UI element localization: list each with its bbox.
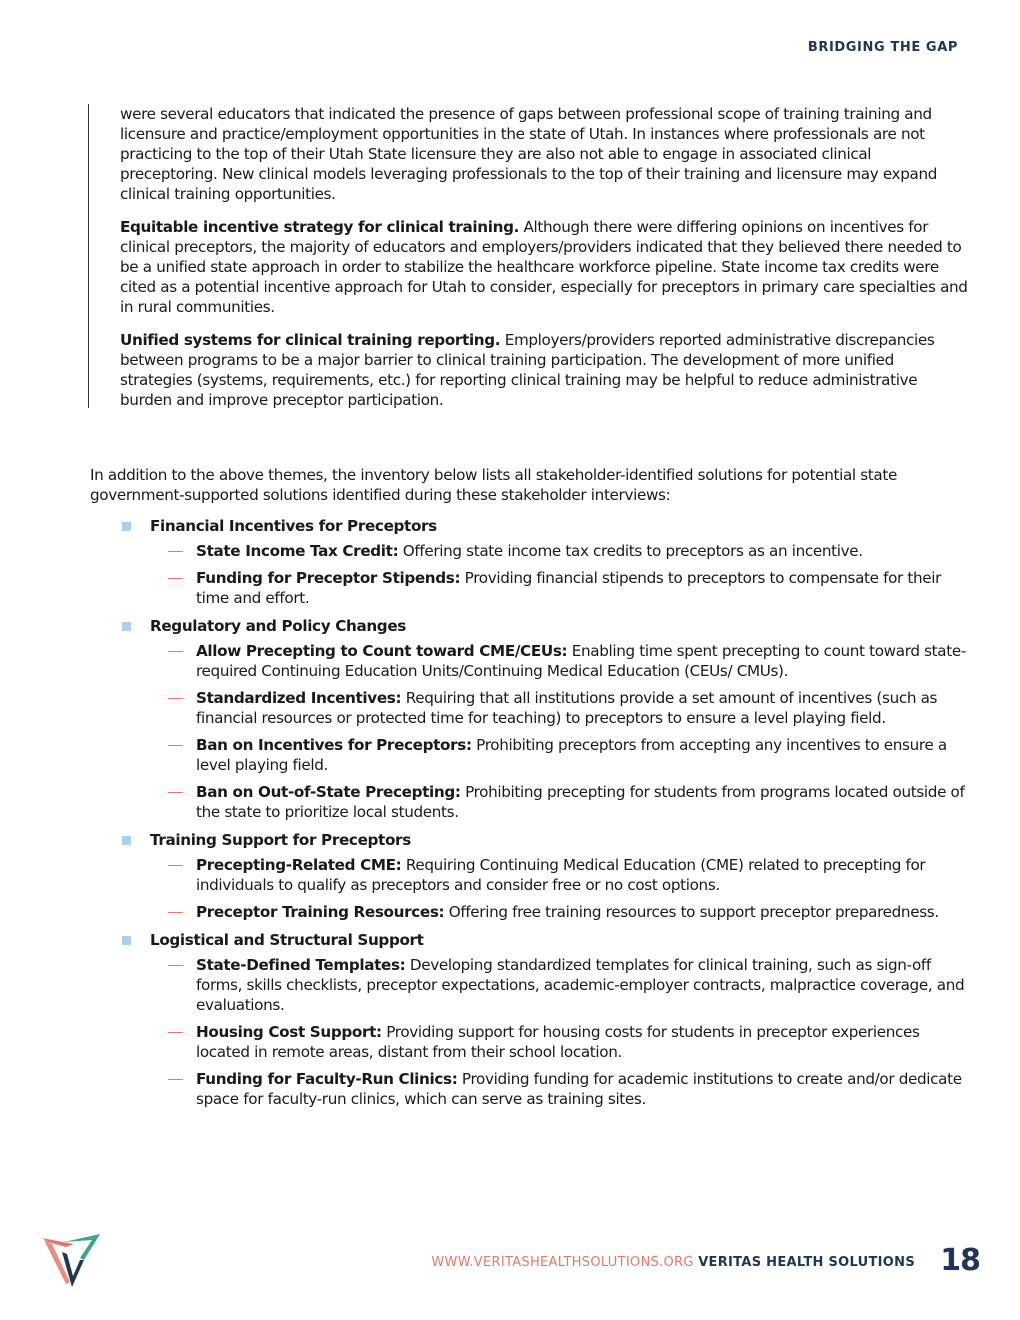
footer-org-name: VERITAS HEALTH SOLUTIONS xyxy=(698,1255,915,1270)
category-regulatory: Regulatory and Policy Changes Allow Precepting to Count toward CME/CEUs: Enabling time spent precepting to count toward state-required Continuing Education Units/Continuing Medical Education (CEUs/ CMUs). Standardized Incentives: Requiring that all institutions provide a set amount of incentives (such as financial resources or protected time for teaching) to preceptors to ensure a level playing field. Ban on Incentives for Preceptors: Prohibiting preceptors from accepting any incentives to ensure a level playing field. Ban on Out-of-State Precepting: Prohibiting precepting for students from programs located outside of the state to prioritize local students. xyxy=(122,615,967,822)
callout-rule xyxy=(88,104,89,408)
footer-website-link[interactable]: WWW.VERITASHEALTHSOLUTIONS.ORG xyxy=(431,1255,694,1270)
square-bullet-icon xyxy=(122,622,131,631)
list-item: Preceptor Training Resources: Offering free training resources to support preceptor preparedness. xyxy=(168,902,967,922)
category-logistical: Logistical and Structural Support State-Defined Templates: Developing standardized templates for clinical training, such as sign-off forms, skills checklists, preceptor expectations, academic-employer contracts, malpractice coverage, and evaluations. Housing Cost Support: Providing support for housing costs for students in preceptor experiences located in remote areas, distant from their school location. Funding for Faculty-Run Clinics: Providing funding for academic institutions to create and/or dedicate space for faculty-run clinics, which can serve as training sites. xyxy=(122,929,967,1109)
list-item: Standardized Incentives: Requiring that all institutions provide a set amount of incentives (such as financial resources or protected time for teaching) to preceptors to ensure a level playing field. xyxy=(168,688,967,728)
dash-bullet-icon xyxy=(168,651,183,652)
list-item: Ban on Incentives for Preceptors: Prohibiting preceptors from accepting any incentives to ensure a level playing field. xyxy=(168,735,967,775)
dash-bullet-icon xyxy=(168,578,183,579)
footer xyxy=(431,1255,915,1270)
list-item: Funding for Faculty-Run Clinics: Providing funding for academic institutions to create and/or dedicate space for faculty-run clinics, which can serve as training sites. xyxy=(168,1069,967,1109)
list-item: Housing Cost Support: Providing support for housing costs for students in preceptor experiences located in remote areas, distant from their school location. xyxy=(168,1022,967,1062)
dash-bullet-icon xyxy=(168,912,183,913)
square-bullet-icon xyxy=(122,936,131,945)
dash-bullet-icon xyxy=(168,551,183,552)
dash-bullet-icon xyxy=(168,865,183,866)
list-item: Precepting-Related CME: Requiring Continuing Medical Education (CME) related to precepting for individuals to qualify as preceptors and consider free or no cost options. xyxy=(168,855,967,895)
list-item: Allow Precepting to Count toward CME/CEUs: Enabling time spent precepting to count toward state-required Continuing Education Units/Continuing Medical Education (CEUs/ CMUs). xyxy=(168,641,967,681)
dash-bullet-icon xyxy=(168,1079,183,1080)
square-bullet-icon xyxy=(122,836,131,845)
solutions-inventory xyxy=(122,515,967,1116)
list-item: State-Defined Templates: Developing standardized templates for clinical training, such as sign-off forms, skills checklists, preceptor expectations, academic-employer contracts, malpractice coverage, and evaluations. xyxy=(168,955,967,1015)
list-item: State Income Tax Credit: Offering state income tax credits to preceptors as an incentive. xyxy=(168,541,967,561)
inventory-intro: In addition to the above themes, the inventory below lists all stakeholder-identified solutions for potential state government-supported solutions identified during these stakeholder interviews: xyxy=(90,466,897,504)
callout-paragraph-incentive: Equitable incentive strategy for clinical training. Although there were differing opinions on incentives for clinical preceptors, the majority of educators and employers/providers indicated that they believed there needed to be a unified state approach in order to stabilize the healthcare workforce pipeline. State income tax credits were cited as a potential incentive approach for Utah to consider, especially for preceptors in primary care specialties and in rural communities. xyxy=(120,218,968,316)
list-item: Ban on Out-of-State Precepting: Prohibiting precepting for students from programs located outside of the state to prioritize local students. xyxy=(168,782,967,822)
dash-bullet-icon xyxy=(168,792,183,793)
callout-paragraph-reporting: Unified systems for clinical training reporting. Employers/providers reported administrative discrepancies between programs to be a major barrier to clinical training participation. The development of more unified strategies (systems, requirements, etc.) for reporting clinical training may be helpful to reduce administrative burden and improve preceptor participation. xyxy=(120,331,935,409)
veritas-triangle-logo-icon xyxy=(40,1232,102,1290)
dash-bullet-icon xyxy=(168,698,183,699)
list-item: Funding for Preceptor Stipends: Providing financial stipends to preceptors to compensate for their time and effort. xyxy=(168,568,967,608)
themes-callout xyxy=(88,104,968,423)
callout-paragraph-scope: were several educators that indicated the presence of gaps between professional scope of training training and licensure and practice/employment opportunities in the state of Utah. In instances where professionals are not practicing to the top of their Utah State licensure they are also not able to engage in associated clinical preceptoring. New clinical models leveraging professionals to the top of their training and licensure may expand clinical training opportunities. xyxy=(120,105,938,203)
running-header: BRIDGING THE GAP xyxy=(807,40,958,55)
category-financial: Financial Incentives for Preceptors State Income Tax Credit: Offering state income tax credits to preceptors as an incentive. Funding for Preceptor Stipends: Providing financial stipends to preceptors to compensate for their time and effort. xyxy=(122,515,967,608)
dash-bullet-icon xyxy=(168,965,183,966)
category-training-support: Training Support for Preceptors Precepting-Related CME: Requiring Continuing Medical Education (CME) related to precepting for individuals to qualify as preceptors and consider free or no cost options. Preceptor Training Resources: Offering free training resources to support preceptor preparedness. xyxy=(122,829,967,922)
page-number: 18 xyxy=(940,1243,980,1278)
square-bullet-icon xyxy=(122,522,131,531)
dash-bullet-icon xyxy=(168,745,183,746)
dash-bullet-icon xyxy=(168,1032,183,1033)
